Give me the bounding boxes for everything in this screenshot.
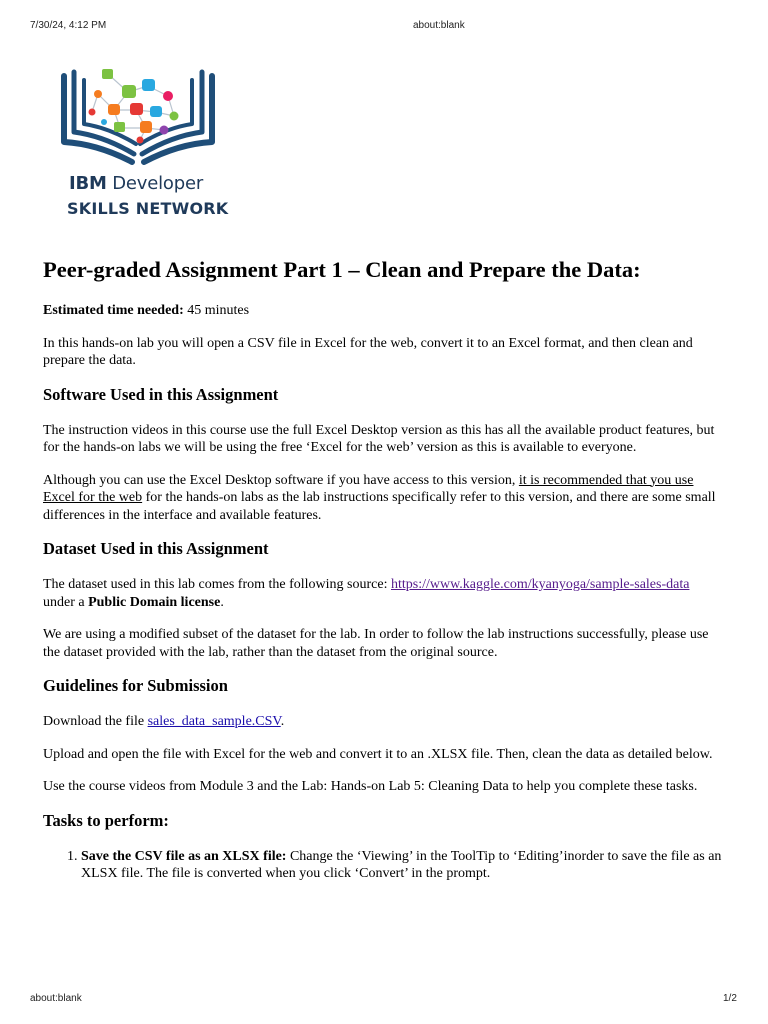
dataset-paragraph-1: The dataset used in this lab comes from the following source: https://www.kaggle.com/kyanyoga/sample-sales-data under a Public Domain license. xyxy=(43,577,690,610)
logo-wordmark: IBM Developer xyxy=(69,173,204,194)
download-paragraph: Download the file sales_data_sample.CSV. xyxy=(43,714,285,729)
guidelines-heading: Guidelines for Submission xyxy=(43,676,228,695)
csv-download-link[interactable]: sales_data_sample.CSV xyxy=(147,714,281,729)
print-datetime: 7/30/24, 4:12 PM xyxy=(30,20,107,31)
list-item: 1. Save the CSV file as an XLSX file: Change the ‘Viewing’ in the ToolTip to ‘Editing’inorder to save the file as an XLSX file. The file is converted when you click ‘Convert’ in the prompt. xyxy=(81,848,723,883)
page-number: 1/2 xyxy=(723,993,737,1004)
document-body xyxy=(43,256,723,883)
dataset-paragraph-2: We are using a modified subset of the dataset for the lab. In order to follow the lab instructions successfully, please use the dataset provided with the lab, rather than the dataset from the original source. xyxy=(43,627,709,660)
print-footer-url: about:blank xyxy=(30,993,82,1004)
software-paragraph-1: The instruction videos in this course use the full Excel Desktop version as this has all the available product features, but for the hands-on labs we will be using the free ‘Excel for the web’ version as this is available to everyone. xyxy=(43,422,715,455)
upload-paragraph: Upload and open the file with Excel for the web and convert it to an .XLSX file. Then, clean the data as detailed below. xyxy=(43,746,713,762)
tasks-heading: Tasks to perform: xyxy=(43,810,169,830)
tasks-list xyxy=(43,848,723,883)
print-header-url: about:blank xyxy=(413,20,465,31)
course-videos-paragraph: Use the course videos from Module 3 and the Lab: Hands-on Lab 5: Cleaning Data to help you complete these tasks. xyxy=(43,779,698,794)
page-title: Peer-graded Assignment Part 1 – Clean and Prepare the Data: xyxy=(43,257,641,282)
recommendation-underlined: it is recommended that you use Excel for the web xyxy=(43,472,694,505)
dataset-heading: Dataset Used in this Assignment xyxy=(43,539,269,558)
logo-subtitle: SKILLS NETWORK xyxy=(67,199,229,218)
intro-paragraph: In this hands-on lab you will open a CSV file in Excel for the web, convert it to an Excel format, and then clean and prepare the data. xyxy=(43,335,693,368)
software-heading: Software Used in this Assignment xyxy=(43,384,279,404)
estimated-time: Estimated time needed: 45 minutes xyxy=(43,303,250,318)
software-paragraph-2: Although you can use the Excel Desktop software if you have access to this version, it is recommended that you use Excel for the web for the hands-on labs as the lab instructions specifically refer to this version, and there are some small differences in the interface and available features. xyxy=(43,472,716,523)
kaggle-dataset-link[interactable]: https://www.kaggle.com/kyanyoga/sample-sales-data xyxy=(390,577,690,592)
